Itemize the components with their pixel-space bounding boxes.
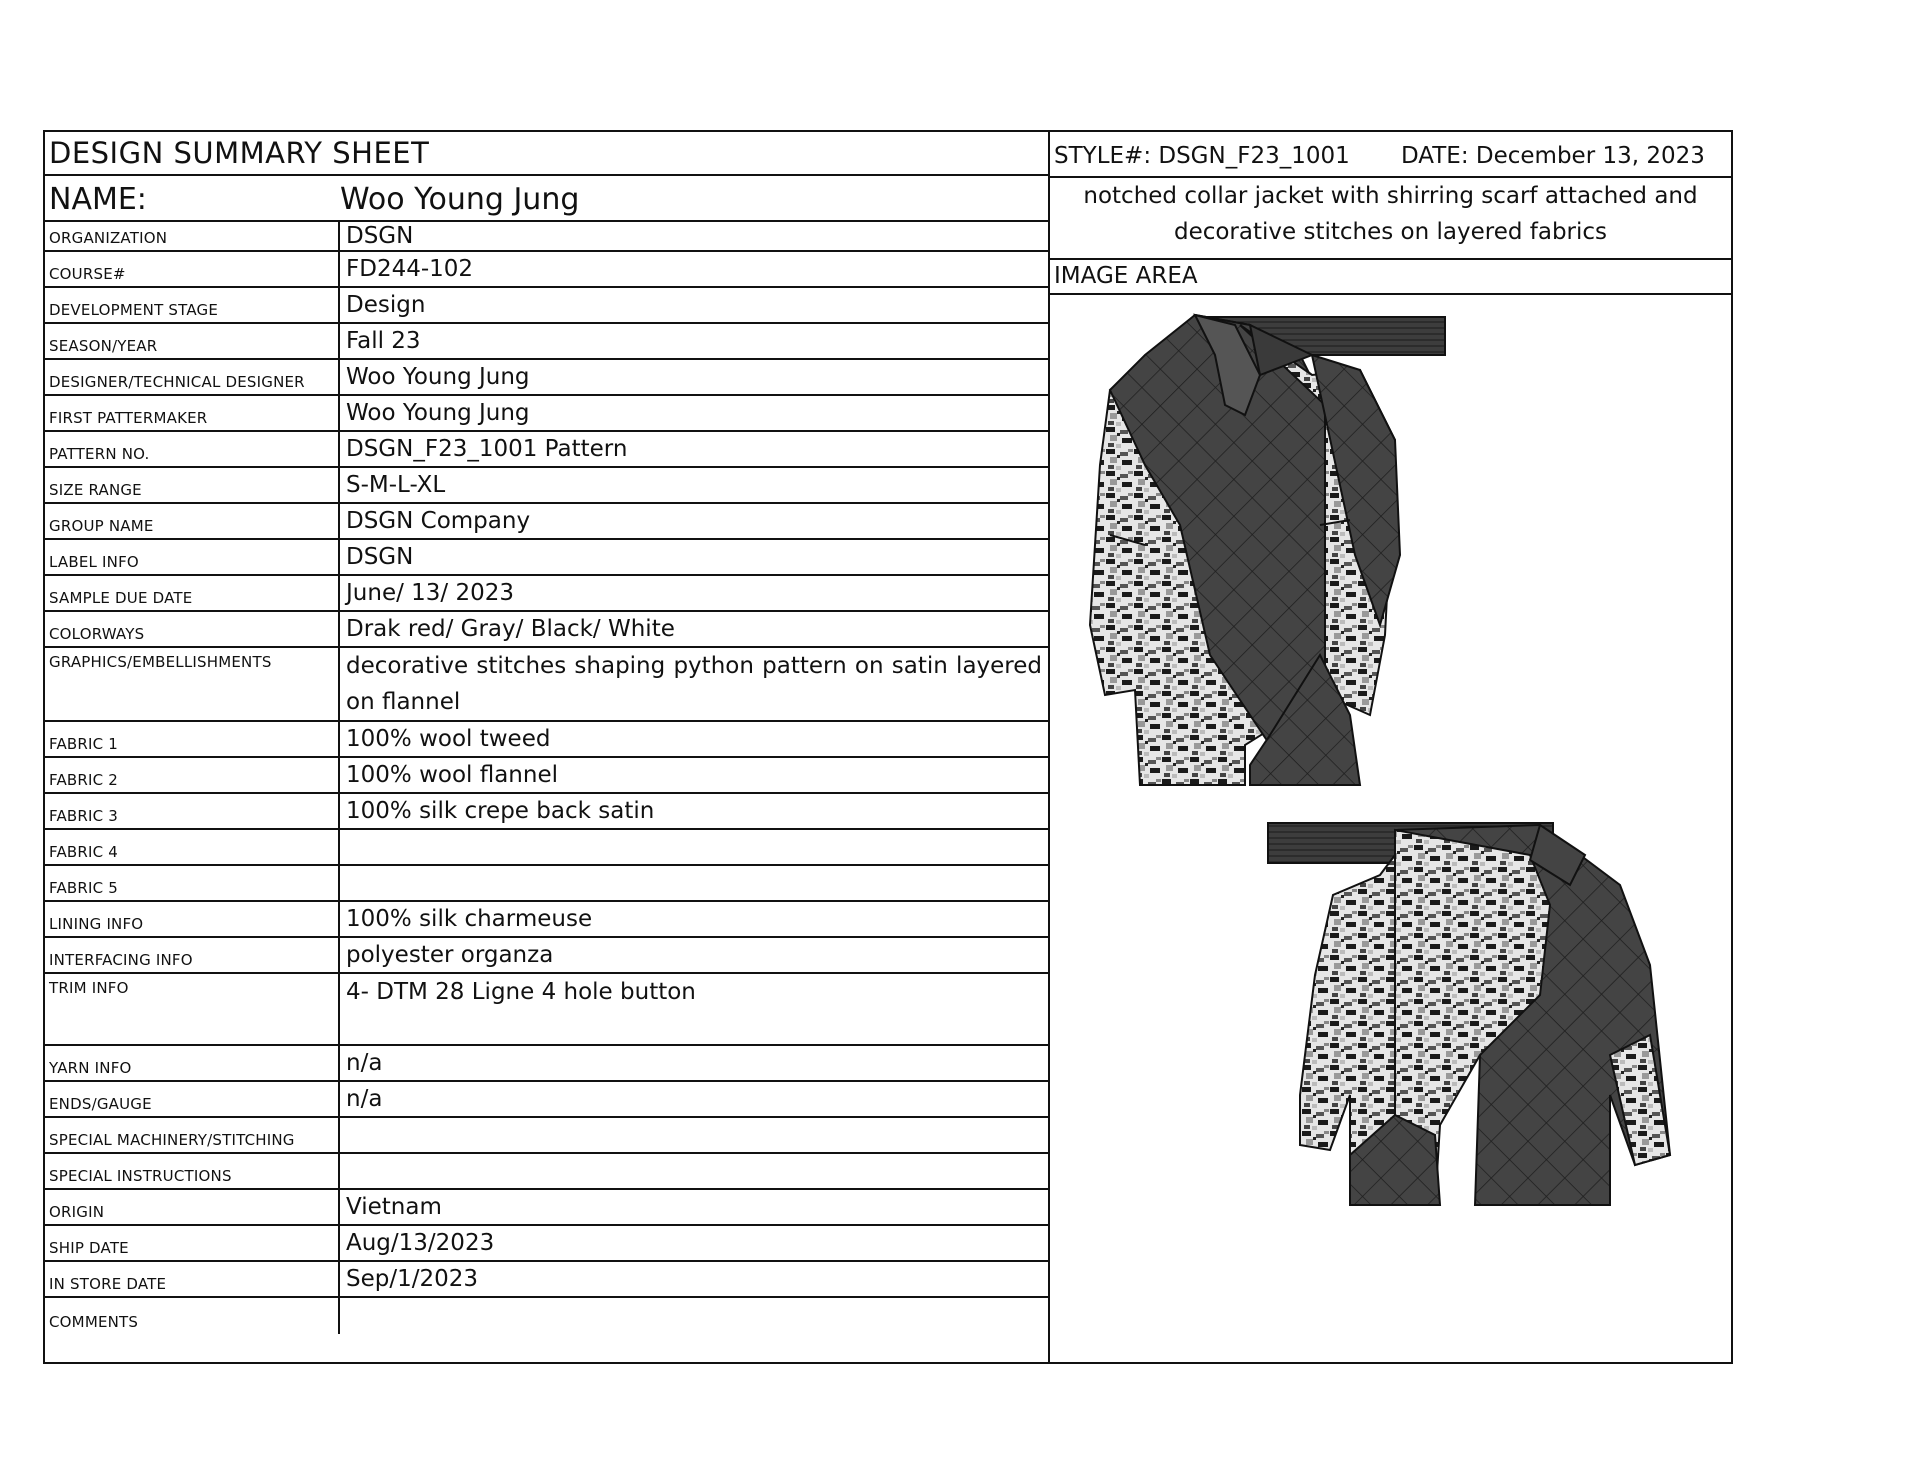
spec-row	[45, 794, 1048, 830]
spec-value: Vietnam	[338, 1190, 1042, 1224]
spec-row	[45, 722, 1048, 758]
spec-row	[45, 396, 1048, 432]
spec-value	[338, 1118, 1042, 1152]
spec-label: FIRST PATTERMAKER	[49, 409, 208, 427]
spec-row	[45, 360, 1048, 396]
spec-value: Design	[338, 288, 1042, 322]
spec-value: DSGN Company	[338, 504, 1042, 538]
spec-row	[45, 288, 1048, 324]
spec-label: LABEL INFO	[49, 553, 139, 571]
spec-row	[45, 1046, 1048, 1082]
spec-row	[45, 576, 1048, 612]
spec-value: 4- DTM 28 Ligne 4 hole button	[338, 974, 1042, 1044]
spec-row	[45, 1190, 1048, 1226]
spec-label: SPECIAL INSTRUCTIONS	[49, 1167, 232, 1185]
spec-value: Fall 23	[338, 324, 1042, 358]
spec-label: FABRIC 3	[49, 807, 119, 825]
spec-value: Woo Young Jung	[338, 396, 1042, 430]
spec-value: Aug/13/2023	[338, 1226, 1042, 1260]
spec-label: GRAPHICS/EMBELLISHMENTS	[49, 653, 272, 671]
spec-label: TRIM INFO	[49, 979, 129, 997]
spec-row	[45, 324, 1048, 360]
spec-value: Woo Young Jung	[338, 360, 1042, 394]
spec-label: INTERFACING INFO	[49, 951, 193, 969]
spec-value: 100% wool tweed	[338, 722, 1042, 756]
spec-value: Sep/1/2023	[338, 1262, 1042, 1296]
spec-row	[45, 468, 1048, 504]
spec-row	[45, 1262, 1048, 1298]
spec-row	[45, 758, 1048, 794]
spec-row	[45, 612, 1048, 648]
sheet-title: DESIGN SUMMARY SHEET	[49, 136, 430, 170]
spec-label: COMMENTS	[49, 1313, 139, 1331]
spec-label: SEASON/YEAR	[49, 337, 158, 355]
spec-row	[45, 938, 1048, 974]
spec-value: 100% silk crepe back satin	[338, 794, 1042, 828]
spec-value	[338, 1298, 1042, 1334]
spec-label: FABRIC 1	[49, 735, 119, 753]
spec-row	[45, 540, 1048, 576]
spec-label: LINING INFO	[49, 915, 144, 933]
spec-label: IN STORE DATE	[49, 1275, 167, 1293]
spec-label: YARN INFO	[49, 1059, 132, 1077]
spec-label: GROUP NAME	[49, 517, 154, 535]
spec-row	[45, 1118, 1048, 1154]
spec-label: FABRIC 2	[49, 771, 119, 789]
spec-label: FABRIC 5	[49, 879, 119, 897]
spec-row	[45, 432, 1048, 468]
spec-row	[45, 252, 1048, 288]
sheet-title-row	[45, 132, 1048, 176]
spec-value	[338, 866, 1042, 900]
spec-label: ENDS/GAUGE	[49, 1095, 152, 1113]
spec-row	[45, 1154, 1048, 1190]
spec-table	[45, 132, 1050, 1362]
spec-row	[45, 902, 1048, 938]
spec-row	[45, 830, 1048, 866]
spec-row	[45, 974, 1048, 1046]
spec-row	[45, 648, 1048, 722]
spec-row	[45, 1298, 1048, 1334]
spec-row	[45, 222, 1048, 252]
spec-label: FABRIC 4	[49, 843, 119, 861]
spec-label: SPECIAL MACHINERY/STITCHING	[49, 1131, 295, 1149]
spec-label: SHIP DATE	[49, 1239, 129, 1257]
jacket-back-sketch	[1268, 823, 1670, 1205]
spec-value: polyester organza	[338, 938, 1042, 972]
spec-label: ORGANIZATION	[49, 229, 168, 247]
spec-value: DSGN	[338, 540, 1042, 574]
spec-row	[45, 1082, 1048, 1118]
name-label: NAME:	[49, 182, 147, 217]
style-description-line-1: notched collar jacket with shirring scarf attached and	[1083, 183, 1698, 209]
spec-value: decorative stitches shaping python pattern on satin layered on flannel	[338, 648, 1042, 720]
divider	[1050, 258, 1731, 260]
spec-value: Drak red/ Gray/ Black/ White	[338, 612, 1042, 646]
spec-value: n/a	[338, 1046, 1042, 1080]
spec-value: 100% wool flannel	[338, 758, 1042, 792]
sheet-date: DATE: December 13, 2023	[1401, 143, 1705, 169]
jacket-front-sketch	[1090, 315, 1445, 785]
style-panel	[1050, 132, 1731, 1362]
spec-value: S-M-L-XL	[338, 468, 1042, 502]
flat-sketches	[1050, 295, 1731, 1366]
spec-value	[338, 830, 1042, 864]
spec-value: FD244-102	[338, 252, 1042, 286]
spec-label: PATTERN NO.	[49, 445, 150, 463]
spec-value: DSGN_F23_1001 Pattern	[338, 432, 1042, 466]
spec-label: SAMPLE DUE DATE	[49, 589, 193, 607]
spec-value: DSGN	[338, 222, 1042, 250]
spec-value: 100% silk charmeuse	[338, 902, 1042, 936]
name-value: Woo Young Jung	[340, 182, 580, 217]
spec-label: ORIGIN	[49, 1203, 105, 1221]
style-number: STYLE#: DSGN_F23_1001	[1054, 143, 1350, 169]
spec-value: June/ 13/ 2023	[338, 576, 1042, 610]
design-summary-sheet	[43, 130, 1733, 1364]
spec-value: n/a	[338, 1082, 1042, 1116]
spec-value	[338, 1154, 1042, 1188]
spec-label: COURSE#	[49, 265, 126, 283]
spec-label: DESIGNER/TECHNICAL DESIGNER	[49, 373, 305, 391]
name-row	[45, 176, 1048, 222]
image-area-label: IMAGE AREA	[1054, 263, 1198, 289]
spec-label: COLORWAYS	[49, 625, 145, 643]
image-area	[1050, 295, 1731, 1362]
style-description-line-2: decorative stitches on layered fabrics	[1173, 219, 1608, 245]
spec-row	[45, 504, 1048, 540]
spec-row	[45, 1226, 1048, 1262]
spec-label: SIZE RANGE	[49, 481, 142, 499]
spec-row	[45, 866, 1048, 902]
spec-label: DEVELOPMENT STAGE	[49, 301, 219, 319]
